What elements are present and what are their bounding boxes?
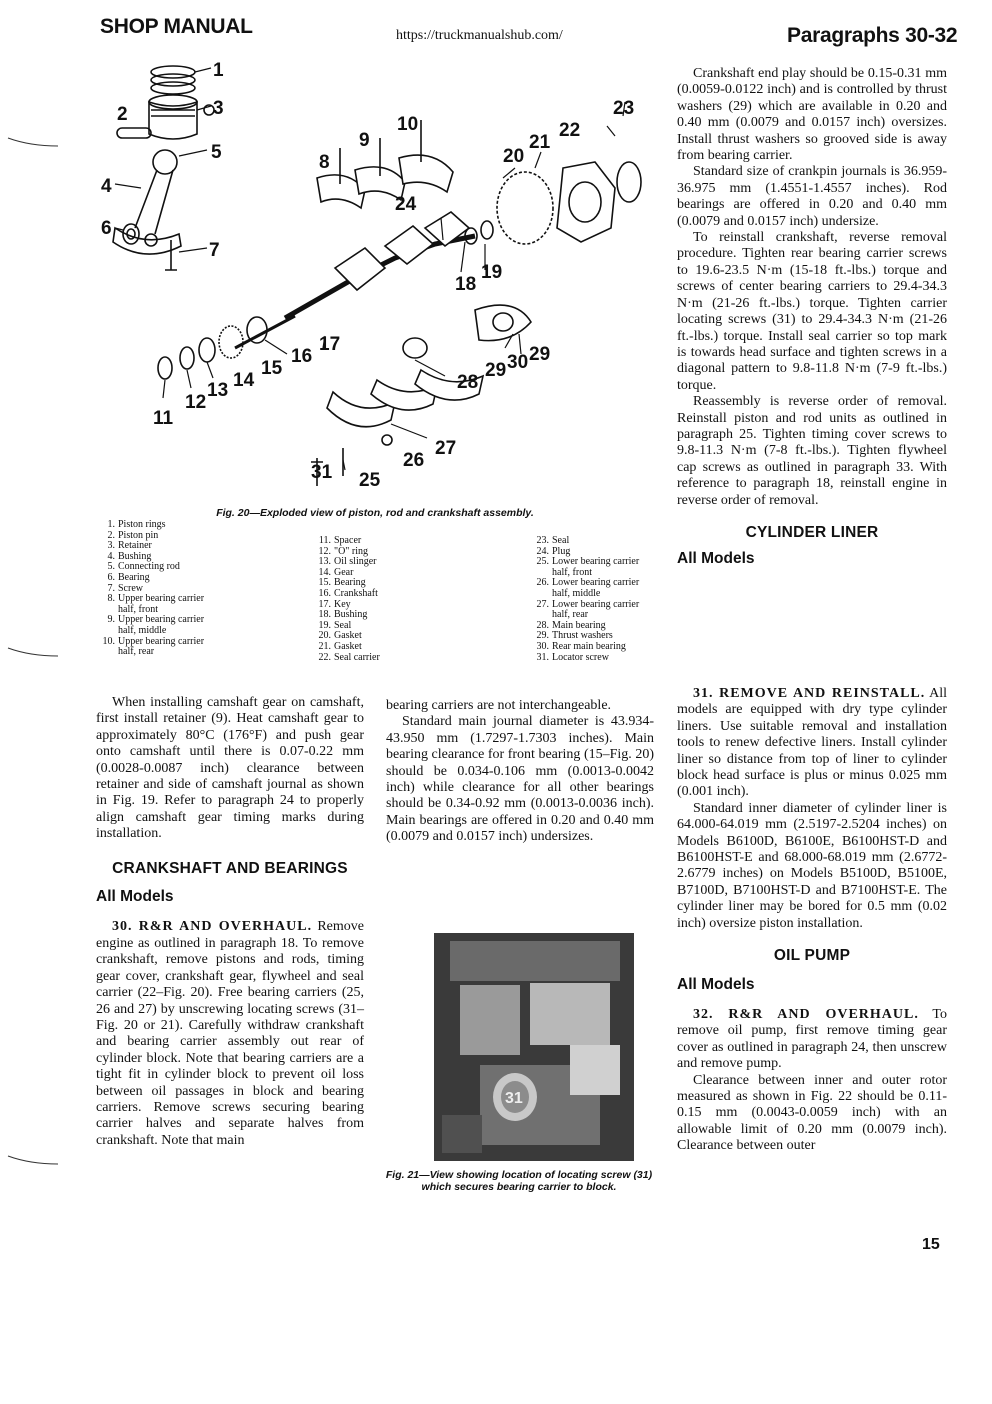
legend-item-number: 30. — [536, 640, 549, 652]
legend-item-label: Piston pin — [118, 529, 159, 541]
binding-margin-marks — [0, 0, 70, 1404]
piston-rings-drawing — [151, 66, 195, 94]
legend-item-number: 15. — [318, 577, 331, 589]
callout-9: 9 — [359, 130, 370, 151]
callout-21: 21 — [529, 132, 551, 153]
callout-13: 13 — [207, 380, 229, 401]
legend-item-number: 17. — [318, 598, 331, 610]
figure-21-photo — [420, 925, 648, 1165]
legend-column-1 — [100, 520, 204, 658]
legend-column-3 — [534, 536, 639, 663]
legend-item-number: 29. — [536, 630, 549, 642]
callout-28: 28 — [457, 372, 479, 393]
callout-11: 11 — [153, 408, 174, 429]
legend-item-number: 4. — [107, 550, 115, 562]
legend-item-label: Gasket — [334, 640, 362, 652]
callout-1: 1 — [213, 60, 224, 81]
legend-item-label: Bushing — [334, 609, 368, 621]
callout-2: 2 — [117, 104, 128, 125]
page-number: 15 — [922, 1236, 940, 1253]
legend-item — [534, 536, 639, 547]
legend-item-label: Crankshaft — [334, 587, 378, 599]
legend-item-label: Upper bearing carrier — [118, 593, 205, 605]
crankshaft-drawing — [235, 212, 475, 348]
header-url-link[interactable]: https://truckmanualshub.com/ — [396, 28, 563, 43]
legend-item-number: 1. — [107, 519, 115, 530]
legend-column-2 — [316, 536, 380, 663]
legend-item — [534, 653, 639, 664]
legend-item-label: Bearing — [334, 577, 366, 589]
figure-21-callout: 31 — [505, 1090, 523, 1107]
callout-10: 10 — [397, 114, 419, 135]
callout-20: 20 — [503, 146, 525, 167]
legend-item-number: 28. — [536, 619, 549, 631]
paragraph-31-body: All models are equipped with dry type cylinder liners. Use suitable removal and installation tools to renew defective liners. Install cylinder liner so distance from top of liner to cylinder block head surface is plus or minus 0.025 mm (0.001 inch). — [677, 686, 947, 800]
piston-drawing — [149, 95, 197, 139]
paragraph-end-play: Crankshaft end play should be 0.15-0.31 mm (0.0059-0.0122 inch) and is controlled by thrust washers (29) which are available in 0.20 and 0.40 mm (0.0079 and 0.0157 inch) oversizes. Install thrust washers so grooved side is away from bearing carrier. — [677, 66, 947, 164]
legend-item-label: Seal carrier — [334, 651, 380, 663]
legend-item-label: Bearing — [118, 571, 150, 583]
legend-item — [100, 531, 204, 542]
paragraph-crankpin-size: Standard size of crankpin journals is 36.959-36.975 mm (1.4551-1.4557 inches). Rod bearings are offered in 0.20 and 0.40 mm (0.0079 and 0.0157 inch) undersize. — [677, 164, 947, 229]
legend-item — [100, 647, 204, 658]
legend-item-number: 6. — [107, 571, 115, 583]
callout-26: 26 — [403, 450, 425, 471]
figure-20-exploded-view — [95, 58, 665, 503]
middle-column — [386, 698, 654, 846]
right-column-bottom — [677, 686, 947, 1155]
legend-item — [316, 653, 380, 664]
heading-oil-pump: OIL PUMP — [773, 947, 851, 965]
callout-16: 16 — [291, 346, 313, 367]
legend-item-label: half, front — [118, 603, 158, 615]
legend-item-label: half, front — [552, 566, 592, 578]
paragraph-carriers-not-interchangeable: bearing carriers are not interchangeable. — [386, 698, 612, 713]
legend-item-label: "O" ring — [334, 545, 368, 557]
paragraph-reinstall-crankshaft: To reinstall crankshaft, reverse removal procedure. Tighten rear bearing carrier screws to 19.6-23.5 N·m (15-18 ft.-lbs.) torque and screws of center bearing carriers to 29.4-34.3 N·m (21-26 ft.-lbs.) torque. Tighten carrier locating screws (31) to 29.4-34.3 N·m (21-26 ft.-lbs.) torque. Install seal carrier so top mark is towards head surface and tighten screws in a diagonal pattern to 9.8-11.8 N·m (7-9 ft.-lbs.) torque. — [677, 230, 947, 393]
legend-item-label: Connecting rod — [118, 561, 180, 573]
legend-item-number: 8. — [107, 593, 115, 605]
legend-item-label: Gasket — [334, 630, 362, 642]
legend-item — [100, 573, 204, 584]
legend-item-label: Oil slinger — [334, 556, 377, 568]
legend-item-label: Spacer — [334, 535, 362, 546]
right-column-top — [677, 66, 947, 568]
callout-30: 30 — [507, 352, 529, 373]
legend-item-label: Bushing — [118, 550, 152, 562]
callout-31: 31 — [311, 462, 333, 483]
paragraph-camshaft-gear: When installing camshaft gear on camshaft, first install retainer (9). Heat camshaft gear to approximately 80°C (176°F) and push gear onto camshaft until there is 0.07-0.22 mm (0.0028-0.0087 inch) clearance between retainer and side of camshaft journal as shown in Fig. 19. Refer to paragraph 24 to properly align camshaft gear timing marks during installation. — [96, 695, 364, 842]
legend-item-number: 13. — [318, 556, 331, 568]
legend-item-number: 16. — [318, 587, 331, 599]
callout-3: 3 — [213, 98, 224, 119]
legend-item-label: Key — [334, 598, 351, 610]
callout-29a: 29 — [485, 360, 507, 381]
legend-item-label: Gear — [334, 566, 354, 578]
legend-item-label: Lower bearing carrier — [552, 598, 640, 610]
paragraph-30-body: Remove engine as outlined in paragraph 18. To remove crankshaft, remove pistons and rods, timing gear cover, crankshaft gear, flywheel and seal carrier (22–Fig. 20). Free bearing carriers (25, 26 and 27) by unscrewing locating screws (31–Fig. 20 or 21). Carefully withdraw crankshaft and bearing carrier assembly out rear of cylinder block. Note that bearing carriers are a tight fit in cylinder block to prevent oil loss between oil passages in block and bearing carriers. Remove screws securing bearing carrier halves and separate halves from crankshaft. Note that main — [96, 919, 364, 1148]
legend-item-number: 25. — [536, 556, 549, 568]
legend-item-label: Seal — [334, 619, 352, 631]
legend-item-label: half, middle — [552, 587, 601, 599]
legend-item-number: 14. — [318, 566, 331, 578]
callout-4: 4 — [101, 176, 112, 197]
piston-pin-drawing — [117, 128, 151, 138]
legend-item-label: half, middle — [118, 624, 167, 636]
legend-item-number: 23. — [536, 535, 549, 546]
legend-item-label: Upper bearing carrier — [118, 635, 205, 647]
legend-item-label: Locator screw — [552, 651, 609, 663]
legend-item-number: 31. — [536, 651, 549, 663]
header-manual-title: SHOP MANUAL — [100, 15, 253, 38]
legend-item — [100, 541, 204, 552]
paragraph-remove-reinstall-31 — [677, 686, 947, 801]
callout-5: 5 — [211, 142, 222, 163]
heading-cylinder-liner: CYLINDER LINER — [745, 523, 879, 541]
legend-item-label: Piston rings — [118, 519, 166, 530]
legend-item-label: Upper bearing carrier — [118, 614, 205, 626]
legend-item-number: 9. — [107, 614, 115, 626]
legend-item-label: half, rear — [118, 646, 155, 658]
legend-item-number: 26. — [536, 577, 549, 589]
legend-item-label: Lower bearing carrier — [552, 577, 640, 589]
legend-item-number: 11. — [318, 535, 331, 546]
legend-item-number: 24. — [536, 545, 549, 557]
legend-item-label: Seal — [552, 535, 570, 546]
paragraph-reassembly: Reassembly is reverse order of removal. Reinstall piston and rod units as outlined in paragraph 25. Tighten timing cover screws to 9.8-11.3 N·m (7-8 ft.-lbs.). Tighten flywheel cap screws as outlined in paragraph 33. With reference to paragraph 18, reinstall engine in reverse order of removal. — [677, 394, 947, 508]
heading-all-models-oil-pump: All Models — [677, 975, 755, 993]
main-bearing-drawing — [403, 305, 531, 358]
callout-19: 19 — [481, 262, 503, 283]
paragraph-rotor-clearance: Clearance between inner and outer rotor measured as shown in Fig. 22 should be 0.11-0.15 mm (0.0043-0.0059 inch) with an allowable limit of 0.20 mm (0.0079 inch). Clearance between outer — [677, 1072, 947, 1154]
legend-item-label: Rear main bearing — [552, 640, 626, 652]
legend-item-label: Plug — [552, 545, 571, 557]
legend-item-label: Thrust washers — [552, 630, 613, 642]
legend-item-label: Lower bearing carrier — [552, 556, 640, 568]
legend-item-number: 12. — [318, 545, 331, 557]
paragraph-30-lead: 30. R&R AND OVERHAUL. — [112, 919, 313, 935]
legend-item-label: Screw — [118, 582, 143, 594]
callout-6: 6 — [101, 218, 112, 239]
figure-20-caption: Fig. 20—Exploded view of piston, rod and crankshaft assembly. — [216, 507, 534, 519]
figure-21-caption: Fig. 21—View showing location of locating screw (31) which secures bearing carrier to block. — [385, 1169, 653, 1193]
callout-29b: 29 — [529, 344, 551, 365]
legend-item-number: 5. — [107, 561, 115, 573]
callout-8: 8 — [319, 152, 330, 173]
paragraph-main-journal: Standard main journal diameter is 43.934-43.950 mm (1.7297-1.7303 inches). Main bearing clearance for front bearing (15–Fig. 20) should be 0.034-0.106 mm (0.0013-0.0042 inch) while clearance for all other bearings should be 0.34-0.92 mm (0.0013-0.0036 inch). Main bearings are offered in 0.20 and 0.40 mm (0.0079 and 0.0157 inch) undersizes. — [386, 714, 654, 845]
callout-7: 7 — [209, 240, 220, 261]
legend-item — [100, 562, 204, 573]
callout-14: 14 — [233, 370, 255, 391]
callout-18: 18 — [455, 274, 477, 295]
heading-crankshaft-bearings: CRANKSHAFT AND BEARINGS — [112, 859, 348, 877]
legend-item-number: 10. — [102, 635, 115, 647]
callout-17: 17 — [319, 334, 341, 355]
callout-24: 24 — [395, 194, 417, 215]
callout-23: 23 — [613, 98, 635, 119]
legend-item-number: 22. — [318, 651, 331, 663]
callout-15: 15 — [261, 358, 283, 379]
paragraph-rr-overhaul-32 — [677, 1007, 947, 1073]
left-column — [96, 695, 364, 1149]
legend-item-number: 18. — [318, 609, 331, 621]
upper-bearing-carriers-drawing — [317, 120, 453, 208]
legend-item-label: Main bearing — [552, 619, 606, 631]
callout-12: 12 — [185, 392, 207, 413]
legend-item-label: half, rear — [552, 609, 589, 621]
legend-item-number: 3. — [107, 540, 115, 552]
legend-item-number: 21. — [318, 640, 331, 652]
heading-all-models-crankshaft: All Models — [96, 888, 174, 906]
heading-all-models-liner: All Models — [677, 550, 755, 568]
legend-item-number: 19. — [318, 619, 331, 631]
legend-item-number: 20. — [318, 630, 331, 642]
callout-27: 27 — [435, 438, 457, 459]
legend-item-number: 2. — [107, 529, 115, 541]
paragraph-32-lead: 32. R&R AND OVERHAUL. — [693, 1006, 919, 1022]
paragraph-31-lead: 31. REMOVE AND REINSTALL. — [693, 686, 926, 701]
callout-25: 25 — [359, 470, 381, 491]
callout-22: 22 — [559, 120, 581, 141]
paragraph-liner-diameter: Standard inner diameter of cylinder liner is 64.000-64.019 mm (2.5197-2.5204 inches) on Models B6100D, B6100E, B6100HST-D and B6100HST-E and 68.000-68.019 mm (2.6772-2.6779 inches) on Models B5100D, B5100E, B7100D, B7100HST-D and B7100HST-E. The cylinder liner may be bored for 0.5 mm (0.02 inch) oversize piston installation. — [677, 800, 947, 931]
paragraph-32-body: To remove oil pump, first remove timing gear cover as outlined in paragraph 24, then unscrew and remove pump. — [677, 1006, 947, 1072]
header-paragraphs: Paragraphs 30-32 — [787, 24, 958, 47]
legend-item-number: 27. — [536, 598, 549, 610]
rear-seal-carrier-drawing — [465, 162, 641, 244]
legend-item-number: 7. — [107, 582, 115, 594]
legend-item-label: Retainer — [118, 540, 152, 552]
paragraph-rr-overhaul-30 — [96, 919, 364, 1149]
